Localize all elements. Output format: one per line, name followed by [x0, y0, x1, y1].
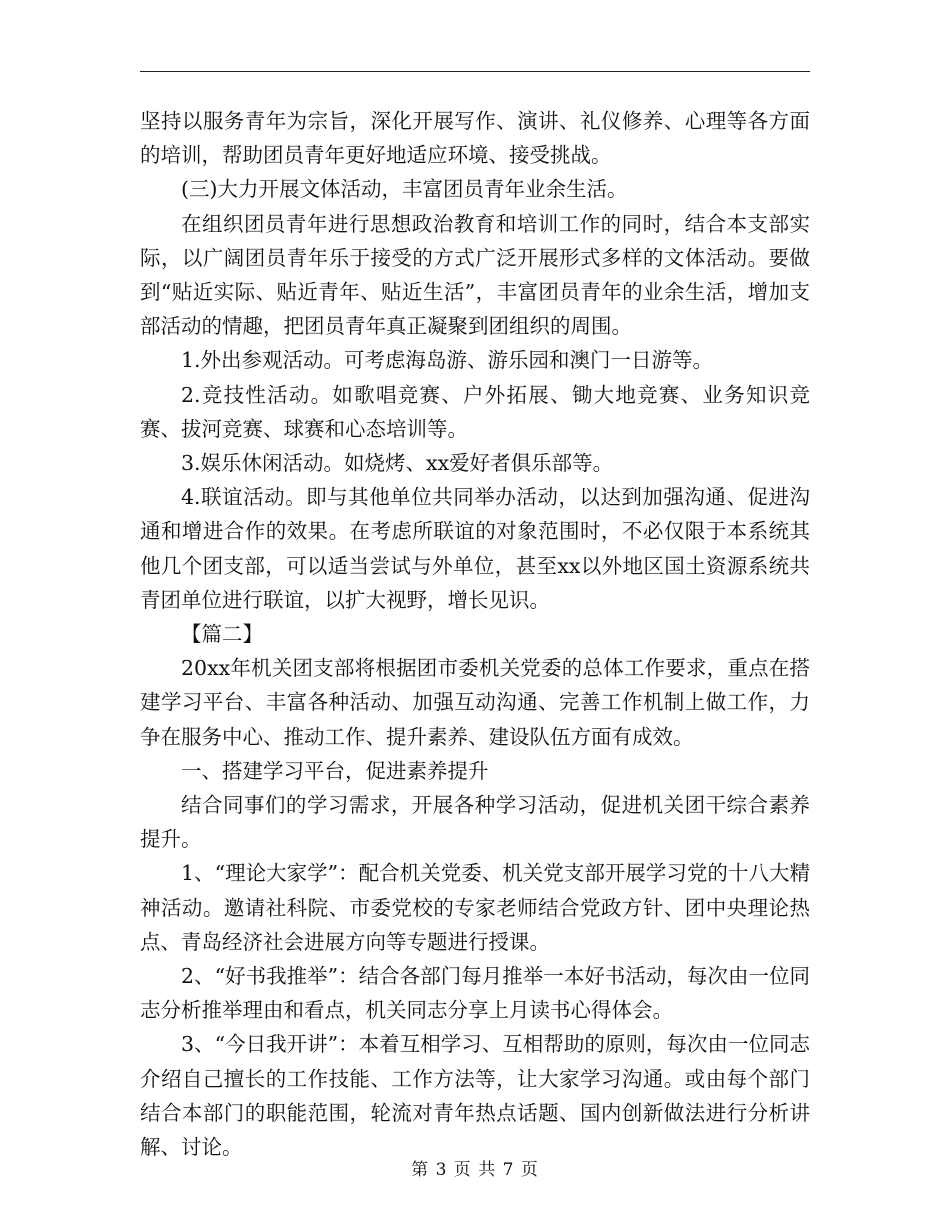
paragraph: 4.联谊活动。即与其他单位共同举办活动，以达到加强沟通、促进沟通和增进合作的效果。在考虑所联谊的对象范围时，不必仅限于本系统其他几个团支部，可以适当尝试与外单位，甚至xx以外地区国土资源系统共青团单位进行联谊，以扩大视野，增长见识。 [140, 485, 810, 612]
paragraph: 在组织团员青年进行思想政治教育和培训工作的同时，结合本支部实际，以广阔团员青年乐于接受的方式广泛开展形式多样的文体活动。要做到“贴近实际、贴近青年、贴近生活”，丰富团员青年的业余生活，增加支部活动的情趣，把团员青年真正凝聚到团组织的周围。 [140, 211, 810, 339]
paragraph: 20xx年机关团支部将根据团市委机关党委的总体工作要求，重点在搭建学习平台、丰富各种活动、加强互动沟通、完善工作机制上做工作，力争在服务中心、推动工作、提升素养、建设队伍方面有成效。 [140, 656, 810, 749]
page-number: 第 3 页 共 7 页 [411, 1160, 539, 1180]
document-body [140, 104, 810, 1164]
paragraph: 【篇二】 [181, 622, 263, 647]
paragraph: (三)大力开展文体活动，丰富团员青年业余生活。 [181, 177, 628, 202]
paragraph: 2.竞技性活动。如歌唱竞赛、户外拓展、锄大地竞赛、业务知识竞赛、拔河竞赛、球赛和心态培训等。 [140, 382, 810, 441]
paragraph: 1.外出参观活动。可考虑海岛游、游乐园和澳门一日游等。 [181, 348, 714, 373]
paragraph: 2、“好书我推举”：结合各部门每月推举一本好书活动，每次由一位同志分析推举理由和看点，机关同志分享上月读书心得体会。 [140, 964, 810, 1023]
paragraph: 一、搭建学习平台，促进素养提升 [181, 758, 489, 783]
header-rule [140, 71, 810, 72]
paragraph: 1、“理论大家学”：配合机关党委、机关党支部开展学习党的十八大精神活动。邀请社科院、市委党校的专家老师结合党政方针、团中央理论热点、青岛经济社会进展方向等专题进行授课。 [140, 861, 810, 954]
paragraph: 结合同事们的学习需求，开展各种学习活动，促进机关团干综合素养提升。 [140, 793, 810, 852]
paragraph: 3、“今日我开讲”：本着互相学习、互相帮助的原则，每次由一位同志介绍自己擅长的工作技能、工作方法等，让大家学习沟通。或由每个部门结合本部门的职能范围，轮流对青年热点话题、国内创新做法进行分析讲解、讨论。 [140, 1032, 810, 1160]
paragraph: 3.娱乐休闲活动。如烧烤、xx爱好者俱乐部等。 [181, 451, 614, 476]
paragraph: 坚持以服务青年为宗旨，深化开展写作、演讲、礼仪修养、心理等各方面的培训，帮助团员青年更好地适应环境、接受挑战。 [140, 109, 810, 168]
